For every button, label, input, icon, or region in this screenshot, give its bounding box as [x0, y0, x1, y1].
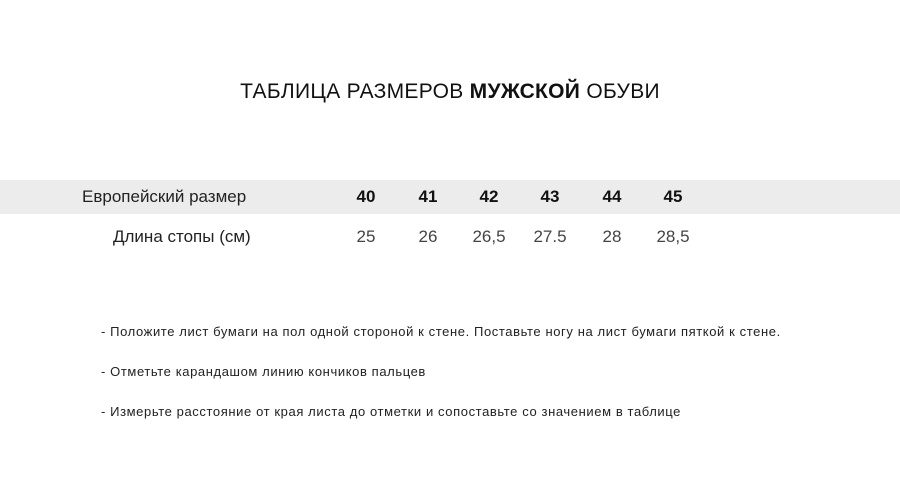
size-cell: 42	[479, 187, 499, 206]
european-size-label: Европейский размер	[82, 187, 247, 206]
foot-length-row	[0, 220, 900, 254]
instruction-item: - Измерьте расстояние от края листа до отметки и сопоставьте со значением в таблице	[101, 404, 682, 419]
size-cell: 40	[356, 187, 376, 206]
title-suffix: ОБУВИ	[580, 80, 660, 103]
size-cell: 41	[418, 187, 438, 206]
title-bold-word: МУЖСКОЙ	[469, 80, 581, 103]
size-cell: 44	[602, 187, 622, 206]
european-size-row	[0, 180, 900, 214]
length-cell: 27.5	[533, 227, 567, 246]
length-cell: 28	[602, 227, 622, 246]
length-cell: 26	[418, 227, 438, 246]
instruction-item: - Положите лист бумаги на пол одной стороной к стене. Поставьте ногу на лист бумаги пяткой к стене.	[101, 324, 781, 339]
instruction-item: - Отметьте карандашом линию кончиков пальцев	[101, 364, 426, 379]
foot-length-label: Длина стопы (см)	[113, 227, 251, 246]
title-prefix: ТАБЛИЦА РАЗМЕРОВ	[240, 80, 470, 103]
length-cell: 25	[356, 227, 376, 246]
page-title	[0, 80, 900, 104]
size-cell: 45	[663, 187, 683, 206]
measurement-instructions	[101, 322, 781, 442]
length-cell: 26,5	[472, 227, 506, 246]
length-cell: 28,5	[656, 227, 690, 246]
size-cell: 43	[540, 187, 560, 206]
